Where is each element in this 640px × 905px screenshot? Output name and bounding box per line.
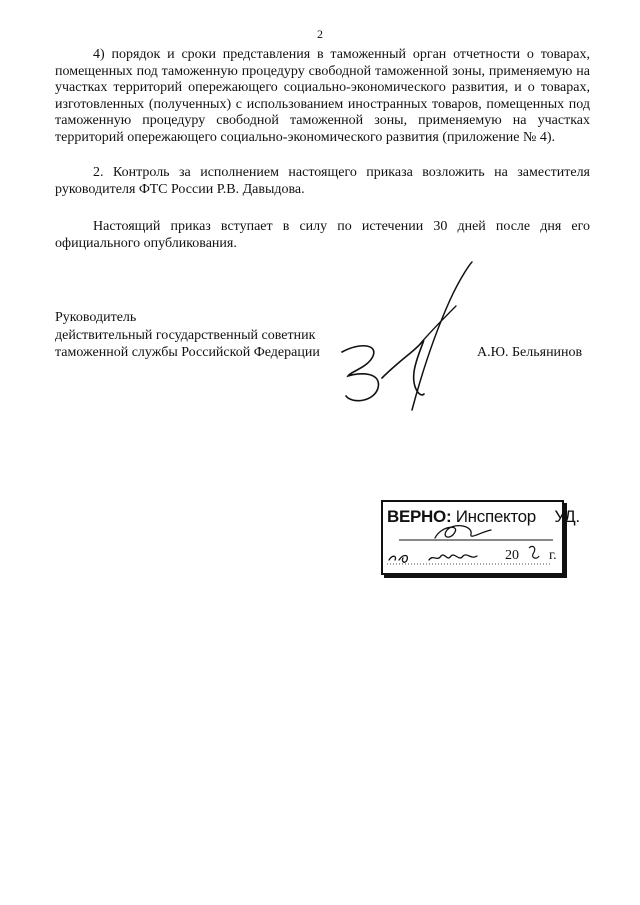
stamp-dept: УД.	[554, 507, 580, 526]
handwritten-signature	[320, 260, 500, 420]
signer-title-line-2: действительный государственный советник	[55, 327, 316, 343]
certification-stamp	[381, 500, 580, 575]
page-number: 2	[317, 27, 323, 41]
paragraph-item-4: 4) порядок и сроки представления в таможенный орган отчетности о товарах, помещенных под таможенную процедуру свободной таможенной зоны, применяемую на участках территорий опережающего социально-экономического развития, и о товарах, изготовленных (полученных) с использованием иностранных товаров, помещенных под таможенную процедуру свободной таможенной зоны, применяемую на участках территорий опережающего социально-экономического развития (приложение № 4).	[55, 47, 590, 145]
stamp-date	[387, 544, 557, 566]
signature-block	[55, 309, 320, 362]
signer-title-line-1: Руководитель	[55, 310, 137, 325]
paragraph-effective-date: Настоящий приказ вступает в силу по истечении 30 дней после дня его официального опубликования.	[55, 219, 590, 251]
stamp-label: ВЕРНО:	[387, 507, 452, 526]
signer-title-line-3: таможенной службы Российской Федерации	[55, 345, 320, 360]
stamp-role: Инспектор	[455, 507, 536, 526]
paragraph-item-2: 2. Контроль за исполнением настоящего приказа возложить на заместителя руководителя ФТС России Р.В. Давыдова.	[55, 165, 590, 197]
stamp-year-suffix: г.	[549, 548, 557, 563]
stamp-year-prefix: 20	[505, 548, 519, 563]
signer-name: А.Ю. Бельянинов	[477, 345, 583, 360]
